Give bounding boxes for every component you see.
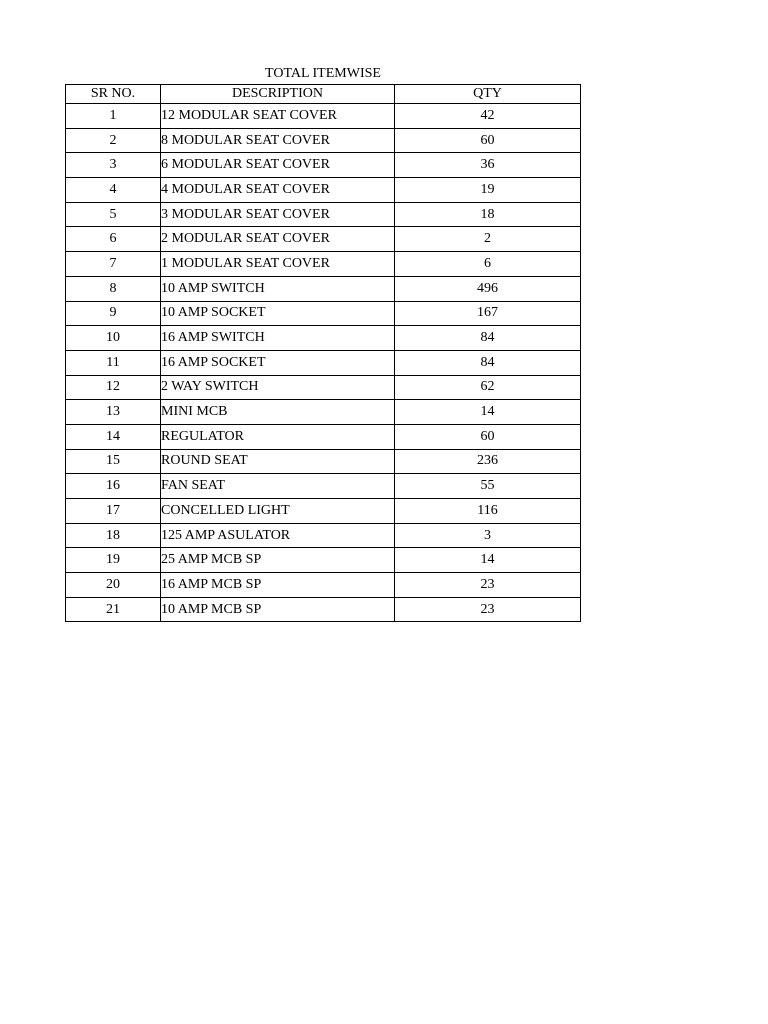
row-qty: 60 [395,424,581,449]
row-sr-no: 14 [66,424,161,449]
row-qty: 23 [395,573,581,598]
row-qty: 36 [395,153,581,178]
row-description: REGULATOR [161,424,395,449]
row-qty: 42 [395,104,581,129]
row-description: FAN SEAT [161,474,395,499]
row-qty: 60 [395,128,581,153]
row-sr-no: 20 [66,573,161,598]
row-sr-no: 1 [66,104,161,129]
table-row [66,153,581,178]
row-qty: 23 [395,597,581,622]
row-sr-no: 13 [66,400,161,425]
page-title: TOTAL ITEMWISE [265,66,381,81]
table-row [66,449,581,474]
table-row [66,178,581,203]
row-sr-no: 3 [66,153,161,178]
table-row [66,326,581,351]
row-description: 16 AMP SOCKET [161,350,395,375]
row-qty: 62 [395,375,581,400]
table-row [66,499,581,524]
header-qty: QTY [395,85,581,104]
row-qty: 18 [395,202,581,227]
table-row [66,104,581,129]
row-sr-no: 4 [66,178,161,203]
table-row [66,474,581,499]
row-sr-no: 9 [66,301,161,326]
row-description: 16 AMP SWITCH [161,326,395,351]
row-qty: 3 [395,523,581,548]
row-qty: 14 [395,548,581,573]
row-description: 6 MODULAR SEAT COVER [161,153,395,178]
table-body [66,104,581,622]
row-sr-no: 7 [66,252,161,277]
row-description: 10 AMP SWITCH [161,276,395,301]
row-qty: 84 [395,350,581,375]
row-description: 4 MODULAR SEAT COVER [161,178,395,203]
row-qty: 6 [395,252,581,277]
row-description: 1 MODULAR SEAT COVER [161,252,395,277]
row-sr-no: 17 [66,499,161,524]
row-description: CONCELLED LIGHT [161,499,395,524]
row-description: 12 MODULAR SEAT COVER [161,104,395,129]
row-sr-no: 19 [66,548,161,573]
row-qty: 84 [395,326,581,351]
table-row [66,548,581,573]
row-qty: 496 [395,276,581,301]
row-description: 2 WAY SWITCH [161,375,395,400]
table-row [66,276,581,301]
row-sr-no: 15 [66,449,161,474]
row-qty: 19 [395,178,581,203]
row-qty: 14 [395,400,581,425]
items-table [65,84,581,622]
row-qty: 55 [395,474,581,499]
table-row [66,128,581,153]
row-qty: 167 [395,301,581,326]
table-row [66,597,581,622]
table-row [66,202,581,227]
row-sr-no: 21 [66,597,161,622]
table-row [66,301,581,326]
table-row [66,375,581,400]
row-sr-no: 12 [66,375,161,400]
table-row [66,523,581,548]
row-description: 10 AMP SOCKET [161,301,395,326]
table-row [66,400,581,425]
table-row [66,350,581,375]
row-qty: 236 [395,449,581,474]
row-description: 16 AMP MCB SP [161,573,395,598]
row-description: 125 AMP ASULATOR [161,523,395,548]
row-qty: 116 [395,499,581,524]
row-description: 2 MODULAR SEAT COVER [161,227,395,252]
table-header [66,85,581,104]
row-description: 8 MODULAR SEAT COVER [161,128,395,153]
table-row [66,573,581,598]
row-description: MINI MCB [161,400,395,425]
row-description: 10 AMP MCB SP [161,597,395,622]
table-row [66,424,581,449]
row-description: 25 AMP MCB SP [161,548,395,573]
header-sr-no: SR NO. [66,85,161,104]
header-row [66,85,581,104]
header-description: DESCRIPTION [161,85,395,104]
row-sr-no: 11 [66,350,161,375]
row-sr-no: 8 [66,276,161,301]
row-sr-no: 6 [66,227,161,252]
row-sr-no: 18 [66,523,161,548]
table-row [66,252,581,277]
row-sr-no: 16 [66,474,161,499]
row-sr-no: 10 [66,326,161,351]
row-sr-no: 5 [66,202,161,227]
row-qty: 2 [395,227,581,252]
row-description: ROUND SEAT [161,449,395,474]
table-row [66,227,581,252]
row-sr-no: 2 [66,128,161,153]
row-description: 3 MODULAR SEAT COVER [161,202,395,227]
